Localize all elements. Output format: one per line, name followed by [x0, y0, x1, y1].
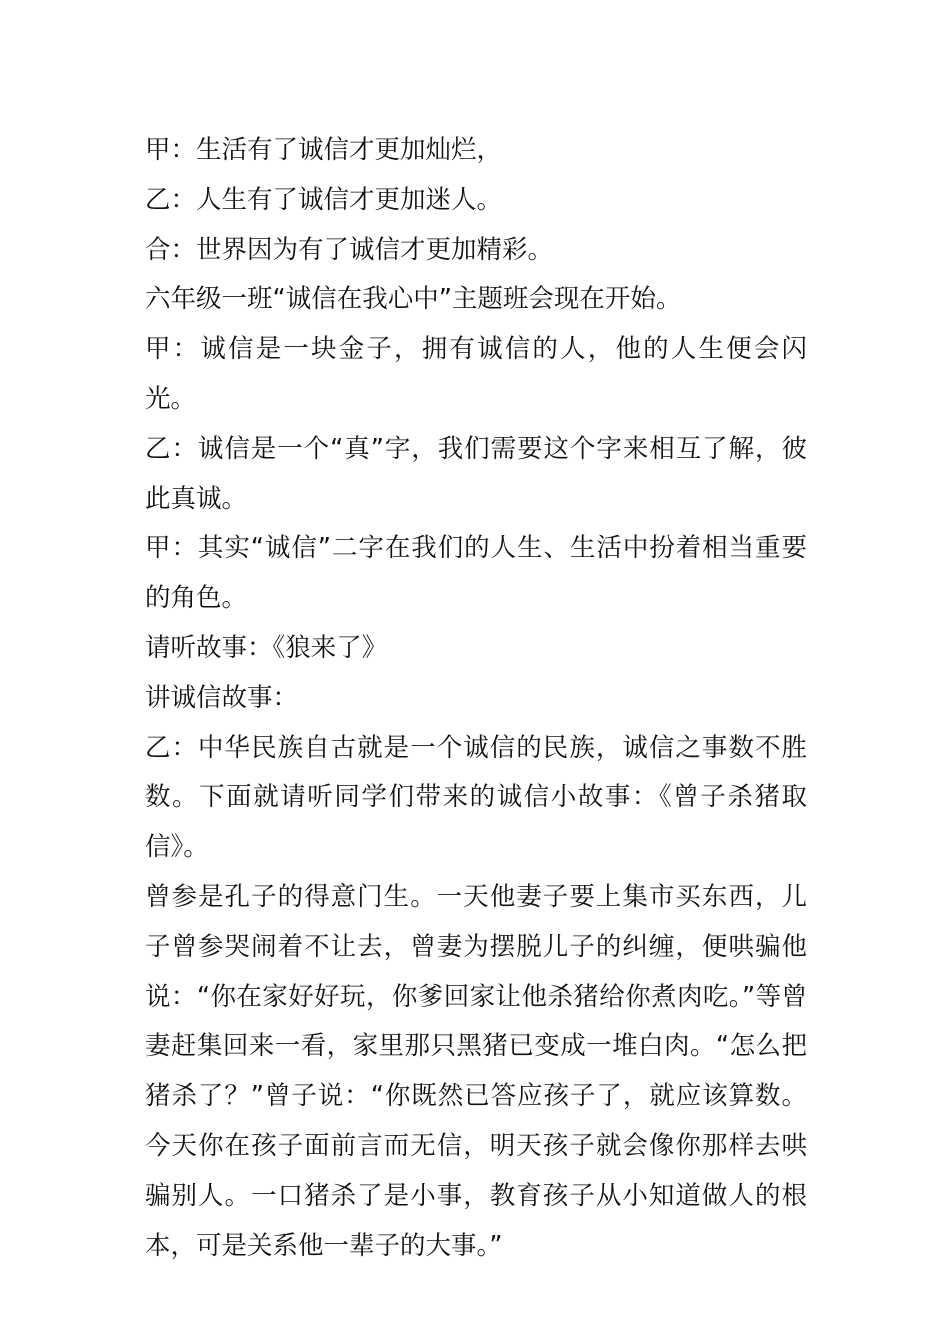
paragraph-6: 乙：诚信是一个“真”字，我们需要这个字来相互了解，彼此真诚。: [145, 433, 807, 514]
paragraph-1: 甲：生活有了诚信才更加灿烂，: [145, 135, 503, 165]
paragraph-8: 请听故事：《狼来了》: [145, 632, 388, 663]
document-body: [145, 126, 807, 1271]
paragraph-4: 六年级一班“诚信在我心中”主题班会现在开始。: [145, 284, 682, 315]
paragraph-7: 甲：其实“诚信”二字在我们的人生、生活中扮着相当重要的角色。: [145, 533, 807, 614]
paragraph-9: 讲诚信故事：: [145, 682, 299, 713]
paragraph-10: 乙：中华民族自古就是一个诚信的民族，诚信之事数不胜数。下面就请听同学们带来的诚信小故事：《曾子杀猪取信》。: [145, 732, 807, 863]
paragraph-5: 甲：诚信是一块金子，拥有诚信的人，他的人生便会闪光。: [145, 334, 807, 414]
paragraph-3: 合：世界因为有了诚信才更加精彩。: [145, 234, 554, 265]
paragraph-11: 曾参是孔子的得意门生。一天他妻子要上集市买东西，儿子曾参哭闹着不让去，曾妻为摆脱儿子的纠缠，便哄骗他说：“你在家好好玩，你爹回家让他杀猪给你煮肉吃。”等曾妻赶集回来一看，家里那只黑猪已变成一堆白肉。“怎么把猪杀了？”曾子说：“你既然已答应孩子了，就应该算数。今天你在孩子面前言而无信，明天孩子就会像你那样去哄骗别人。一口猪杀了是小事，教育孩子从小知道做人的根本，可是关系他一辈子的大事。”: [145, 881, 807, 1261]
paragraph-2: 乙：人生有了诚信才更加迷人。: [145, 184, 503, 215]
